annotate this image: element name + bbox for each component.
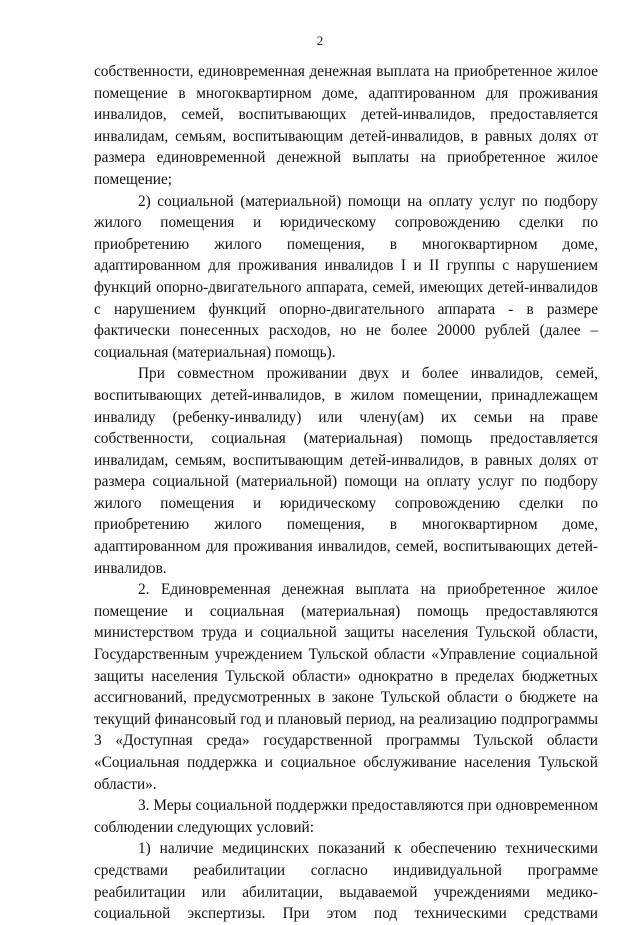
paragraph-item-2: 2. Единовременная денежная выплата на приобретенное жилое помещение и социальная (материальная) помощь предоставляются министерством труда и социальной защиты населения Тульской области, Государственным учреждением Тульской области «Управление социальной защиты населения Тульской области» однократно в пределах бюджетных ассигнований, предусмотренных в законе Тульской области о бюджете на текущий финансовый год и плановый период, на реализацию подпрограммы 3 «Доступная среда» государственной программы Тульской области «Социальная поддержка и социальное обслуживание населения Тульской области».	[94, 581, 598, 793]
paragraph-item-3: 3. Меры социальной поддержки предоставляются при одновременном соблюдении следующих условий:	[94, 797, 598, 836]
paragraph-condition-1: 1) наличие медицинских показаний к обеспечению техническими средствами реабилитации согласно индивидуальной программе реабилитации или абилитации, выдаваемой учреждениями медико-социальной экспертизы. При этом под техническими средствами	[94, 840, 598, 923]
paragraph-social-assistance: 2) социальной (материальной) помощи на оплату услуг по подбору жилого помещения и юридическому сопровождению сделки по приобретению жилого помещения, в многоквартирном доме, адаптированном для проживания инвалидов I и II группы с нарушением функций опорно-двигательного аппарата, семей, имеющих детей-инвалидов с нарушением функций опорно-двигательного аппарата - в размере фактически понесенных расходов, но не более 20000 рублей (далее – социальная (материальная) помощь).	[94, 192, 598, 361]
paragraph-joint-residence: При совместном проживании двух и более инвалидов, семей, воспитывающих детей-инвалидов, в жилом помещении, принадлежащем инвалиду (ребенку-инвалиду) или члену(ам) их семьи на праве собственности, социальная (материальная) помощь предоставляется инвалидам, семьям, воспитывающим детей-инвалидов, в равных долях от размера социальной (материальной) помощи на оплату услуг по подбору жилого помещения и юридическому сопровождению сделки по приобретению жилого помещения, в многоквартирном доме, адаптированном для проживания инвалидов, семей, воспитывающих детей-инвалидов.	[94, 365, 598, 577]
paragraph-ownership-continuation: собственности, единовременная денежная выплата на приобретенное жилое помещение в многоквартирном доме, адаптированном для проживания инвалидов, семей, воспитывающих детей-инвалидов, предоставляется инвалидам, семьям, воспитывающим детей-инвалидов, в равных долях от размера единовременной денежной выплаты на приобретенное жилое помещение;	[94, 63, 598, 188]
document-body	[94, 61, 598, 925]
page-number: 2	[316, 33, 324, 48]
